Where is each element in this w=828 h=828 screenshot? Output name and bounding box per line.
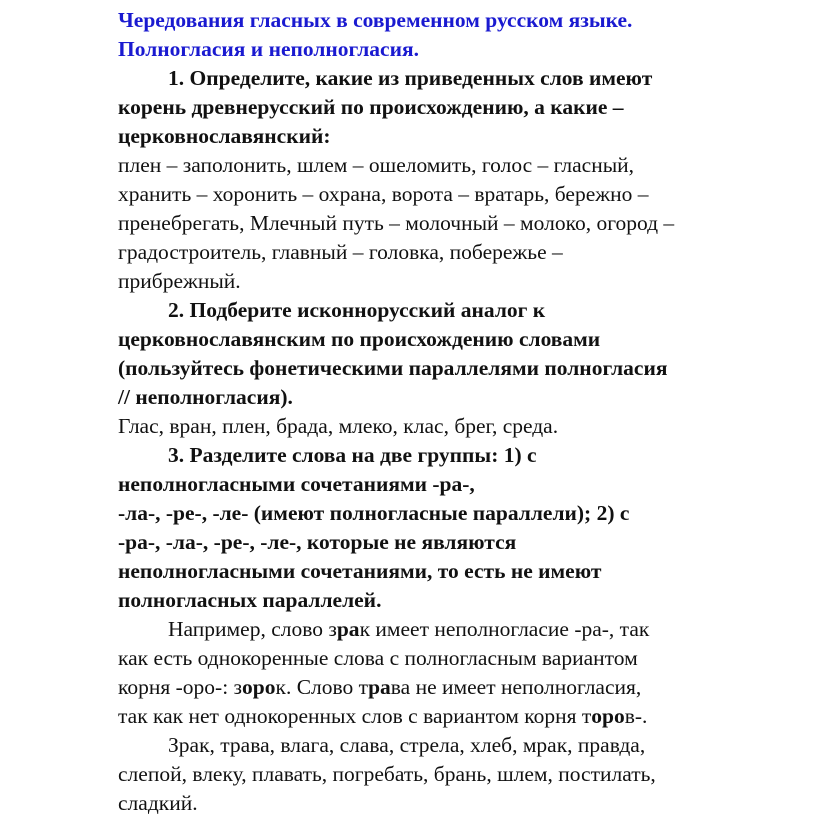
example-text: к имеет неполногласие -ра-, так bbox=[359, 617, 650, 641]
example-text: корня -оро-: з bbox=[118, 675, 243, 699]
task-1-heading bbox=[118, 64, 818, 151]
task-3-words-line: сладкий. bbox=[118, 791, 198, 815]
example-text: так как нет однокоренных слов с вариантом корня т bbox=[118, 704, 592, 728]
task-2-words bbox=[118, 412, 818, 441]
example-line-3 bbox=[118, 673, 818, 702]
task-2-heading-line: церковнославянским по происхождению словами bbox=[118, 327, 601, 351]
task-3-heading-line: неполногласными сочетаниями -ра-, bbox=[118, 472, 475, 496]
task-3-words bbox=[118, 731, 818, 818]
example-root-highlight: ра bbox=[336, 617, 360, 641]
task-1-words-line: прибрежный. bbox=[118, 269, 241, 293]
task-2-heading bbox=[118, 296, 818, 412]
title-line-1: Чередования гласных в современном русском языке. bbox=[118, 8, 633, 32]
task-3-words-line: слепой, влеку, плавать, погребать, брань, шлем, постилать, bbox=[118, 762, 656, 786]
example-text: ва не имеет неполногласия, bbox=[390, 675, 642, 699]
example-root-highlight: ра bbox=[368, 675, 391, 699]
example-text: к. Слово т bbox=[275, 675, 369, 699]
task-1-words-line: хранить – хоронить – охрана, ворота – вратарь, бережно – bbox=[118, 182, 649, 206]
task-3-heading-line: -ла-, -ре-, -ле- (имеют полногласные параллели); 2) с bbox=[118, 501, 630, 525]
task-3-heading-line: 3. Разделите слова на две группы: 1) с bbox=[168, 443, 537, 467]
example-line-1 bbox=[118, 615, 818, 644]
task-3-heading-line: -ра-, -ла-, -ре-, -ле-, которые не являются bbox=[118, 530, 517, 554]
task-1-words-line: пренебрегать, Млечный путь – молочный – молоко, огород – bbox=[118, 211, 675, 235]
task-3-heading-line: неполногласными сочетаниями, то есть не имеют bbox=[118, 559, 602, 583]
example-root-highlight: оро bbox=[242, 675, 276, 699]
task-2-heading-line: // неполногласия). bbox=[118, 385, 293, 409]
example-text: в-. bbox=[624, 704, 648, 728]
task-1-words-line: градостроитель, главный – головка, побережье – bbox=[118, 240, 563, 264]
task-3-words-line: Зрак, трава, влага, слава, стрела, хлеб, мрак, правда, bbox=[168, 733, 646, 757]
task-2-heading-line: (пользуйтесь фонетическими параллелями полногласия bbox=[118, 356, 668, 380]
task-3-heading-line: полногласных параллелей. bbox=[118, 588, 382, 612]
document-page bbox=[118, 6, 818, 818]
document-title bbox=[118, 6, 818, 64]
task-1-words bbox=[118, 151, 818, 296]
task-2-heading-line: 2. Подберите исконнорусский аналог к bbox=[168, 298, 546, 322]
task-3-example bbox=[118, 615, 818, 731]
task-1-heading-line: церковнославянский: bbox=[118, 124, 331, 148]
example-line-4 bbox=[118, 702, 818, 731]
title-line-2: Полногласия и неполногласия. bbox=[118, 37, 419, 61]
task-1-words-line: плен – заполонить, шлем – ошеломить, голос – гласный, bbox=[118, 153, 635, 177]
example-text: Например, слово з bbox=[168, 617, 337, 641]
example-line-2: как есть однокоренные слова с полногласным вариантом bbox=[118, 646, 638, 670]
task-1-heading-line: корень древнерусский по происхождению, а какие – bbox=[118, 95, 624, 119]
task-1-heading-line: 1. Определите, какие из приведенных слов имеют bbox=[168, 66, 653, 90]
example-root-highlight: оро bbox=[591, 704, 625, 728]
task-3-heading bbox=[118, 441, 818, 615]
task-2-words-line: Глас, вран, плен, брада, млеко, клас, брег, среда. bbox=[118, 414, 559, 438]
